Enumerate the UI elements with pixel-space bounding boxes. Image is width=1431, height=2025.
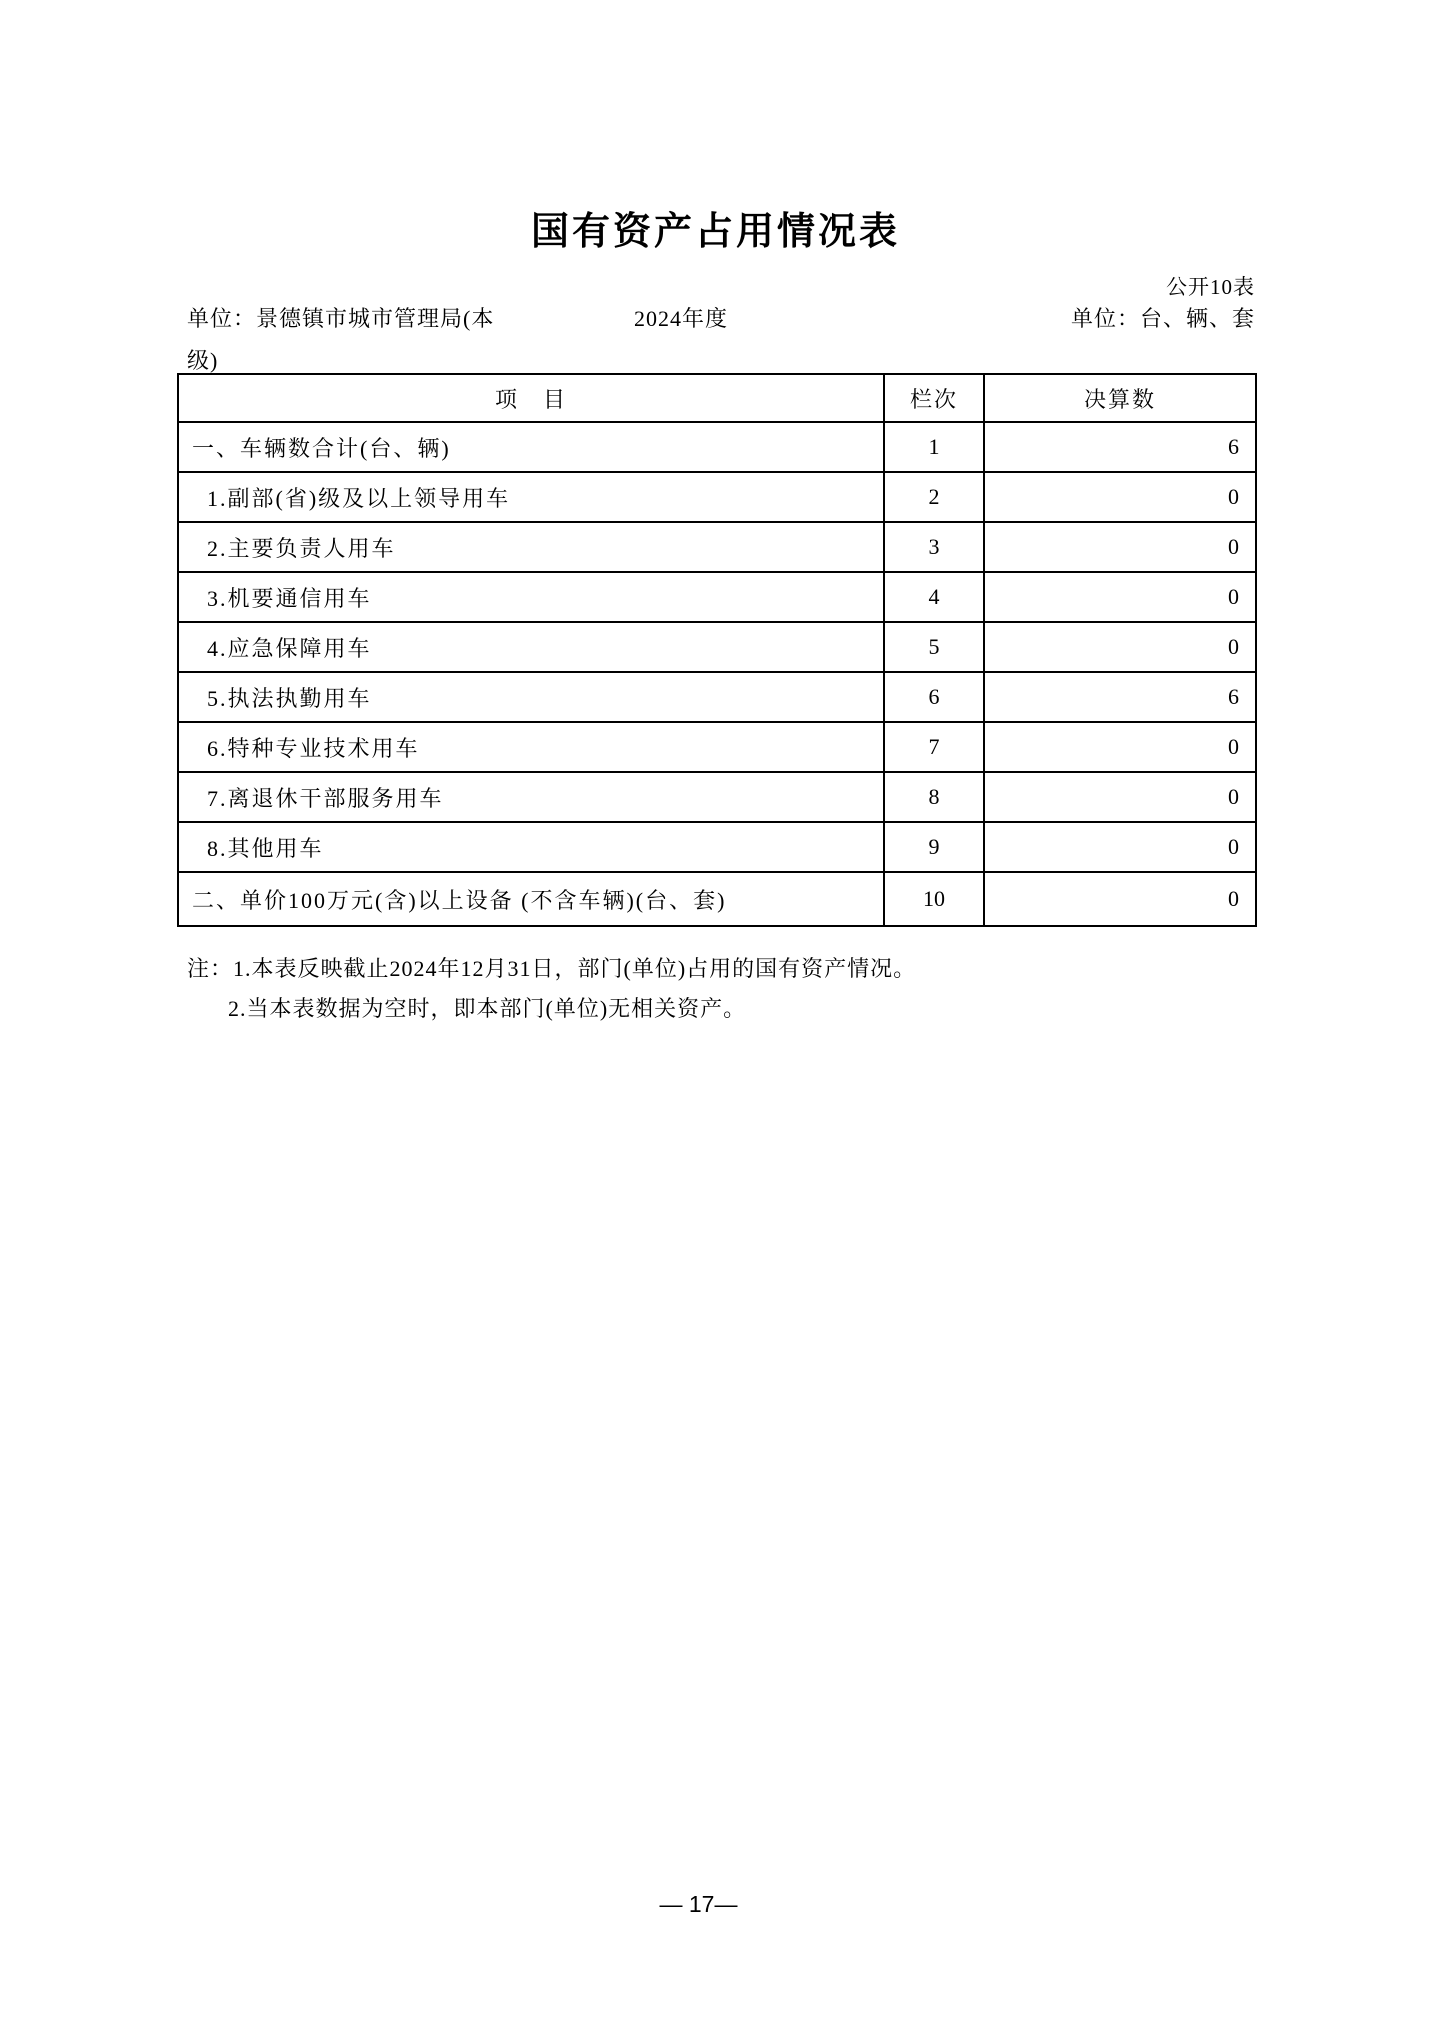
table-row <box>178 672 1256 722</box>
value-cell: 6 <box>984 422 1256 472</box>
measure-unit: 单位：台、辆、套 <box>1070 306 1255 331</box>
public-table-label: 公开10表 <box>1166 275 1255 299</box>
note-line-2: 2.当本表数据为空时，即本部门(单位)无相关资产。 <box>228 996 747 1021</box>
unit-name-line2: 级) <box>187 348 219 373</box>
table-row <box>178 622 1256 672</box>
value-cell: 0 <box>984 472 1256 522</box>
table-row <box>178 722 1256 772</box>
colno-cell: 5 <box>884 622 984 672</box>
colno-cell: 9 <box>884 822 984 872</box>
table-row <box>178 872 1256 926</box>
colno-cell: 1 <box>884 422 984 472</box>
colno-cell: 10 <box>884 872 984 926</box>
item-cell: 1.副部(省)级及以上领导用车 <box>178 472 884 522</box>
value-cell: 0 <box>984 722 1256 772</box>
column-header-final-amount: 决算数 <box>984 374 1256 422</box>
value-cell: 6 <box>984 672 1256 722</box>
colno-cell: 8 <box>884 772 984 822</box>
value-cell: 0 <box>984 522 1256 572</box>
value-cell: 0 <box>984 872 1256 926</box>
colno-cell: 6 <box>884 672 984 722</box>
fiscal-year: 2024年度 <box>634 306 729 331</box>
value-cell: 0 <box>984 822 1256 872</box>
column-header-colno: 栏次 <box>884 374 984 422</box>
item-cell: 4.应急保障用车 <box>178 622 884 672</box>
note-line-1: 注：1.本表反映截止2024年12月31日，部门(单位)占用的国有资产情况。 <box>187 956 917 981</box>
table-header-row <box>178 374 1256 422</box>
table-row <box>178 422 1256 472</box>
value-cell: 0 <box>984 772 1256 822</box>
item-cell: 二、单价100万元(含)以上设备 (不含车辆)(台、套) <box>178 872 884 926</box>
item-cell: 7.离退休干部服务用车 <box>178 772 884 822</box>
item-cell: 5.执法执勤用车 <box>178 672 884 722</box>
colno-cell: 3 <box>884 522 984 572</box>
table-row <box>178 772 1256 822</box>
colno-cell: 2 <box>884 472 984 522</box>
colno-cell: 4 <box>884 572 984 622</box>
item-cell: 3.机要通信用车 <box>178 572 884 622</box>
asset-occupation-table <box>177 373 1257 927</box>
item-cell: 6.特种专业技术用车 <box>178 722 884 772</box>
colno-cell: 7 <box>884 722 984 772</box>
table-row <box>178 522 1256 572</box>
value-cell: 0 <box>984 622 1256 672</box>
unit-name-line1: 单位：景德镇市城市管理局(本 <box>187 306 495 331</box>
column-header-item: 项 目 <box>178 374 884 422</box>
table-row <box>178 572 1256 622</box>
item-cell: 2.主要负责人用车 <box>178 522 884 572</box>
table-row <box>178 472 1256 522</box>
page-title: 国有资产占用情况表 <box>530 211 900 253</box>
item-cell: 一、车辆数合计(台、辆) <box>178 422 884 472</box>
page-number: — 17— <box>659 1891 738 1917</box>
item-cell: 8.其他用车 <box>178 822 884 872</box>
value-cell: 0 <box>984 572 1256 622</box>
table-row <box>178 822 1256 872</box>
